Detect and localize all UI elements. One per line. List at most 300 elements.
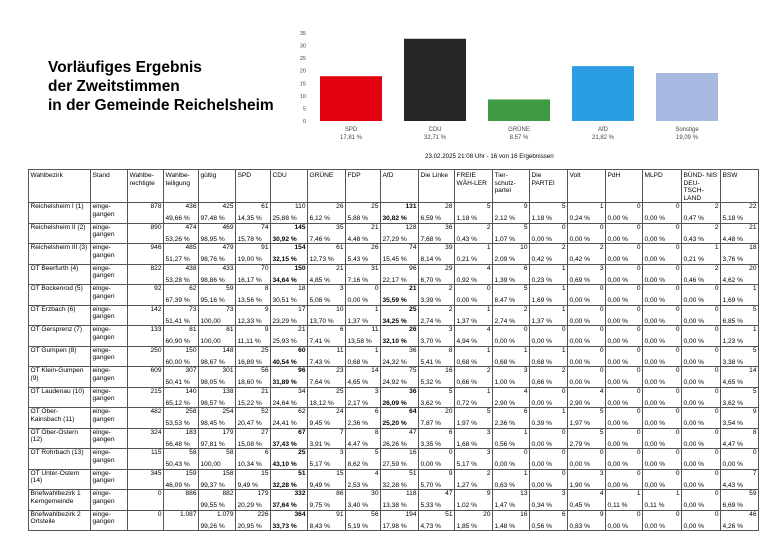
vote-percent: 27,59 %	[382, 461, 407, 469]
vote-percent: 37,43 %	[272, 440, 297, 448]
value-cell	[455, 326, 493, 347]
vote-count: 6	[561, 510, 566, 518]
table-row	[29, 490, 759, 511]
vote-count: 2	[561, 367, 566, 375]
vote-percent: 4,94 %	[456, 338, 478, 346]
value-cell	[455, 387, 493, 408]
vote-percent: 0,68 %	[456, 358, 478, 366]
vote-count: 364	[294, 510, 306, 518]
value-cell	[530, 510, 568, 531]
vote-count: 52	[261, 408, 269, 416]
vote-percent: 32,28 %	[272, 481, 297, 489]
status-text: einge-	[92, 469, 111, 477]
vote-count: 179	[222, 428, 234, 436]
value-label: 8,57 %	[509, 135, 529, 141]
status-text: gangen	[92, 210, 115, 218]
vote-count: 3	[486, 449, 491, 457]
vote-percent: 0,00 %	[683, 338, 705, 346]
table-header-row	[29, 170, 759, 203]
value-cell	[419, 346, 455, 367]
vote-count: 0	[448, 449, 453, 457]
vote-count: 0	[636, 203, 641, 211]
vote-percent: 6,69 %	[722, 502, 744, 510]
value-cell	[346, 449, 381, 470]
vote-count: 886	[185, 490, 197, 498]
vote-percent: 26,09 %	[382, 399, 407, 407]
vote-percent: 0,00 %	[644, 379, 666, 387]
vote-count: 14	[371, 367, 379, 375]
value-cell	[346, 346, 381, 367]
value-cell	[308, 223, 346, 244]
vote-percent: 9,49 %	[237, 481, 259, 489]
value-cell	[164, 490, 199, 511]
district-name: Reichelsheim III (3)	[29, 244, 91, 265]
status-cell	[91, 203, 128, 224]
vote-percent: 33,73 %	[272, 522, 297, 530]
value-cell	[419, 264, 455, 285]
vote-count: 1	[561, 264, 566, 272]
vote-count: 36	[409, 387, 417, 395]
vote-count: 0	[561, 326, 566, 334]
results-bar-chart	[290, 25, 730, 150]
value-cell	[308, 305, 346, 326]
value-cell	[493, 223, 530, 244]
value-cell	[271, 490, 308, 511]
vote-percent: 0,69 %	[569, 276, 591, 284]
value-cell	[381, 285, 419, 306]
district-name: Briefwahlbezirk 1 Kerngemeinde	[29, 490, 91, 511]
value-cell	[164, 244, 199, 265]
value-cell	[381, 223, 419, 244]
vote-percent: 6,12 %	[309, 215, 331, 223]
vote-percent: 10,34 %	[237, 461, 262, 469]
vote-count: 81	[189, 326, 197, 334]
table-row	[29, 326, 759, 347]
vote-count: 0	[636, 367, 641, 375]
vote-count: 0	[675, 305, 680, 313]
vote-percent: 53,53 %	[165, 420, 190, 428]
vote-count: 0	[714, 408, 719, 416]
vote-count: 39	[445, 244, 453, 252]
vote-count: 2	[599, 244, 604, 252]
value-cell	[568, 346, 606, 367]
vote-percent: 0,00 %	[607, 440, 629, 448]
status-cell	[91, 367, 128, 388]
vote-count: 2	[486, 223, 491, 231]
value-cell	[682, 490, 721, 511]
vote-count: 21	[298, 326, 306, 334]
vote-count: 2	[714, 223, 719, 231]
status-text: gangen	[92, 292, 115, 300]
vote-percent: 0,56 %	[494, 440, 516, 448]
value-cell	[568, 305, 606, 326]
vote-percent: 65,12 %	[165, 399, 190, 407]
vote-percent: 2,12 %	[494, 215, 516, 223]
vote-count: 0	[675, 449, 680, 457]
vote-percent: 25,20 %	[382, 420, 407, 428]
vote-count: 67	[298, 428, 306, 436]
vote-percent: 1,47 %	[494, 502, 516, 510]
eligible-voters-cell	[128, 203, 164, 224]
vote-count: 23	[336, 367, 344, 375]
vote-count: 25	[298, 449, 306, 457]
vote-count: 5	[561, 203, 566, 211]
vote-percent: 51,41 %	[165, 317, 190, 325]
value-cell	[236, 428, 271, 449]
status-text: einge-	[92, 305, 111, 313]
vote-count: 51	[409, 469, 417, 477]
value-cell	[721, 408, 759, 429]
vote-percent: 1,97 %	[456, 420, 478, 428]
vote-count: 20	[445, 408, 453, 416]
value-cell	[568, 264, 606, 285]
vote-percent: 1,23 %	[722, 338, 744, 346]
vote-count: 0	[675, 387, 680, 395]
vote-count: 7	[339, 428, 344, 436]
table-row	[29, 367, 759, 388]
value-cell	[346, 367, 381, 388]
vote-percent: 98,86 %	[200, 276, 225, 284]
vote-count: 1	[636, 490, 641, 498]
vote-percent: 0,00 %	[683, 379, 705, 387]
value-cell	[493, 346, 530, 367]
title-line-1: Vorläufiges Ergebnis	[48, 59, 202, 76]
vote-percent: 0,21 %	[456, 256, 478, 264]
vote-count: 0	[714, 387, 719, 395]
value-cell	[568, 490, 606, 511]
value-cell	[493, 367, 530, 388]
value-cell	[271, 449, 308, 470]
vote-count: 1	[561, 346, 566, 354]
vote-percent: 98,95 %	[200, 235, 225, 243]
vote-count: 0	[675, 469, 680, 477]
value-cell	[682, 326, 721, 347]
vote-percent: 0,00 %	[644, 297, 666, 305]
value-cell	[381, 387, 419, 408]
value-label: 21,82 %	[591, 135, 615, 141]
value-cell	[455, 305, 493, 326]
status-text: gangen	[92, 272, 115, 280]
vote-percent: 12,73 %	[309, 256, 334, 264]
vote-count: 882	[222, 490, 234, 498]
vote-percent: 8,47 %	[494, 297, 516, 305]
vote-percent: 5,19 %	[347, 522, 369, 530]
vote-count: 70	[261, 264, 269, 272]
y-tick-label: 25	[299, 56, 306, 63]
vote-count: 5	[523, 285, 528, 293]
vote-percent: 0,00 %	[569, 461, 591, 469]
vote-count: 0	[714, 469, 719, 477]
vote-percent: 0,00 %	[644, 481, 666, 489]
vote-count: 4	[599, 387, 604, 395]
vote-percent: 98,05 %	[200, 379, 225, 387]
vote-percent: 5,43 %	[347, 256, 369, 264]
value-cell	[381, 203, 419, 224]
value-cell	[606, 223, 643, 244]
vote-percent: 24,64 %	[272, 399, 297, 407]
vote-percent: 0,42 %	[531, 256, 553, 264]
vote-count: 0	[675, 203, 680, 211]
vote-percent: 4,47 %	[722, 440, 744, 448]
vote-percent: 0,00 %	[607, 215, 629, 223]
eligible-voters-cell	[128, 428, 164, 449]
status-text: einge-	[92, 490, 111, 498]
vote-percent: 17,98 %	[382, 522, 407, 530]
value-cell	[346, 264, 381, 285]
value-cell	[271, 285, 308, 306]
status-text: einge-	[92, 387, 111, 395]
vote-count: 0	[561, 449, 566, 457]
vote-count: 81	[226, 326, 234, 334]
vote-percent: 0,00 %	[531, 235, 553, 243]
value-cell	[199, 408, 236, 429]
eligible-voters-cell	[128, 244, 164, 265]
value-cell	[271, 264, 308, 285]
vote-percent: 0,23 %	[531, 276, 553, 284]
value-cell	[568, 510, 606, 531]
vote-percent: 37,64 %	[272, 502, 297, 510]
vote-percent: 25,88 %	[272, 215, 297, 223]
status-text: gangen	[92, 251, 115, 259]
vote-percent: 2,17 %	[347, 399, 369, 407]
value-cell	[455, 285, 493, 306]
vote-percent: 0,00 %	[494, 338, 516, 346]
vote-percent: 100,00	[200, 317, 221, 325]
eligible-voters-cell	[128, 387, 164, 408]
value-cell	[530, 223, 568, 244]
table-row	[29, 469, 759, 490]
vote-percent: 18,12 %	[309, 399, 334, 407]
eligible-voters: 0	[157, 490, 162, 498]
eligible-voters-cell	[128, 510, 164, 531]
vote-percent: 14,35 %	[237, 215, 262, 223]
vote-count: 150	[185, 346, 197, 354]
vote-count: 0	[561, 387, 566, 395]
vote-percent: 0,00 %	[607, 276, 629, 284]
table-row	[29, 387, 759, 408]
value-cell	[606, 387, 643, 408]
status-text: einge-	[92, 223, 111, 231]
value-cell	[164, 346, 199, 367]
vote-percent: 0,11 %	[607, 502, 628, 510]
status-text: einge-	[92, 367, 111, 375]
vote-count: 3	[339, 449, 344, 457]
vote-percent: 7,41 %	[309, 338, 331, 346]
district-name: Reichelsheim II (2)	[29, 223, 91, 244]
status-text: gangen	[92, 333, 115, 341]
value-cell	[199, 203, 236, 224]
vote-count: 18	[298, 285, 306, 293]
eligible-voters: 822	[150, 264, 162, 272]
value-cell	[199, 490, 236, 511]
status-cell	[91, 490, 128, 511]
vote-percent: 0,46 %	[683, 276, 705, 284]
value-cell	[164, 367, 199, 388]
value-cell	[568, 244, 606, 265]
vote-percent: 0,00 %	[607, 358, 629, 366]
value-cell	[530, 449, 568, 470]
vote-percent: 43,10 %	[272, 461, 297, 469]
value-cell	[271, 326, 308, 347]
vote-count: 11	[336, 346, 344, 354]
value-cell	[721, 469, 759, 490]
value-cell	[236, 305, 271, 326]
vote-count: 1.087	[179, 510, 197, 518]
column-header: Wahlbe-teiligung	[164, 170, 199, 203]
value-cell	[530, 387, 568, 408]
value-cell	[271, 510, 308, 531]
vote-count: 58	[226, 449, 234, 457]
vote-percent: 3,91 %	[309, 440, 331, 448]
value-cell	[643, 469, 682, 490]
status-cell	[91, 326, 128, 347]
vote-percent: 5,33 %	[420, 502, 442, 510]
value-cell	[346, 387, 381, 408]
value-cell	[381, 346, 419, 367]
vote-percent: 26,26 %	[382, 440, 407, 448]
value-cell	[308, 449, 346, 470]
vote-count: 5	[374, 449, 379, 457]
value-cell	[721, 428, 759, 449]
vote-percent: 60,00 %	[165, 358, 190, 366]
vote-percent: 30,92 %	[272, 235, 297, 243]
vote-percent: 50,41 %	[165, 379, 190, 387]
vote-count: 26	[336, 203, 344, 211]
vote-percent: 1,37 %	[531, 317, 553, 325]
vote-percent: 16,89 %	[237, 358, 262, 366]
vote-percent: 0,68 %	[494, 358, 516, 366]
vote-count: 9	[264, 305, 269, 313]
vote-percent: 30,51 %	[272, 297, 297, 305]
value-cell	[530, 326, 568, 347]
vote-count: 179	[257, 490, 269, 498]
value-cell	[721, 203, 759, 224]
value-cell	[199, 346, 236, 367]
value-cell	[199, 387, 236, 408]
y-tick-label: 15	[299, 81, 306, 88]
vote-percent: 0,00 %	[683, 420, 705, 428]
value-cell	[643, 223, 682, 244]
vote-count: 148	[222, 346, 234, 354]
eligible-voters-cell	[128, 285, 164, 306]
vote-count: 56	[261, 367, 269, 375]
vote-percent: 20,95 %	[237, 522, 262, 530]
vote-count: 4	[486, 264, 491, 272]
vote-percent: 0,00 %	[683, 399, 705, 407]
eligible-voters-cell	[128, 346, 164, 367]
value-cell	[419, 428, 455, 449]
vote-count: 16	[520, 510, 528, 518]
value-cell	[308, 490, 346, 511]
vote-percent: 51,27 %	[165, 256, 190, 264]
vote-count: 1	[523, 428, 528, 436]
district-name: Briefwahlbezirk 2 Ortsteile	[29, 510, 91, 531]
value-cell	[682, 346, 721, 367]
vote-percent: 0,00 %	[683, 481, 705, 489]
value-cell	[381, 469, 419, 490]
vote-percent: 6,70 %	[420, 276, 442, 284]
value-cell	[164, 387, 199, 408]
vote-percent: 3,70 %	[420, 338, 442, 346]
vote-percent: 0,00 %	[644, 399, 666, 407]
vote-count: 17	[298, 305, 306, 313]
vote-percent: 0,43 %	[683, 235, 705, 243]
vote-count: 5	[752, 387, 757, 395]
value-cell	[682, 387, 721, 408]
status-text: gangen	[92, 395, 115, 403]
value-cell	[271, 367, 308, 388]
vote-count: 0	[561, 469, 566, 477]
value-cell	[530, 408, 568, 429]
value-cell	[606, 490, 643, 511]
value-cell	[682, 510, 721, 531]
value-cell	[530, 490, 568, 511]
vote-percent: 0,00 %	[607, 522, 629, 530]
vote-count: 24	[336, 408, 344, 416]
vote-count: 0	[599, 285, 604, 293]
value-cell	[682, 203, 721, 224]
status-cell	[91, 305, 128, 326]
vote-count: 74	[261, 223, 269, 231]
y-tick-label: 5	[302, 106, 306, 113]
category-label: Sonstige	[675, 127, 699, 133]
value-cell	[308, 367, 346, 388]
value-cell	[455, 510, 493, 531]
vote-count: 8	[448, 346, 453, 354]
vote-percent: 3,35 %	[420, 440, 442, 448]
vote-count: 58	[189, 449, 197, 457]
vote-count: 0	[714, 346, 719, 354]
value-cell	[164, 469, 199, 490]
vote-percent: 98,67 %	[200, 358, 225, 366]
value-cell	[606, 326, 643, 347]
table-row	[29, 223, 759, 244]
value-cell	[643, 449, 682, 470]
vote-count: 21	[336, 264, 344, 272]
vote-count: 0	[636, 244, 641, 252]
vote-count: 438	[185, 264, 197, 272]
vote-count: 31	[371, 264, 379, 272]
vote-count: 26	[371, 244, 379, 252]
value-cell	[568, 387, 606, 408]
value-cell	[643, 367, 682, 388]
bar-sonstige	[656, 73, 718, 121]
vote-count: 0	[599, 367, 604, 375]
value-cell	[721, 490, 759, 511]
vote-count: 62	[189, 285, 197, 293]
value-cell	[308, 428, 346, 449]
vote-count: 485	[185, 244, 197, 252]
value-cell	[493, 408, 530, 429]
value-cell	[164, 223, 199, 244]
vote-count: 194	[405, 510, 417, 518]
column-header: GRÜNE	[308, 170, 346, 203]
vote-count: 86	[336, 490, 344, 498]
vote-percent: 0,00 %	[644, 317, 666, 325]
vote-percent: 0,00 %	[683, 461, 705, 469]
vote-count: 2	[486, 367, 491, 375]
vote-count: 1	[561, 305, 566, 313]
vote-percent: 0,00 %	[607, 481, 629, 489]
value-cell	[271, 203, 308, 224]
value-cell	[493, 305, 530, 326]
vote-count: 29	[445, 264, 453, 272]
value-cell	[164, 203, 199, 224]
value-cell	[236, 449, 271, 470]
value-cell	[455, 244, 493, 265]
vote-percent: 2,74 %	[494, 317, 516, 325]
value-cell	[381, 449, 419, 470]
